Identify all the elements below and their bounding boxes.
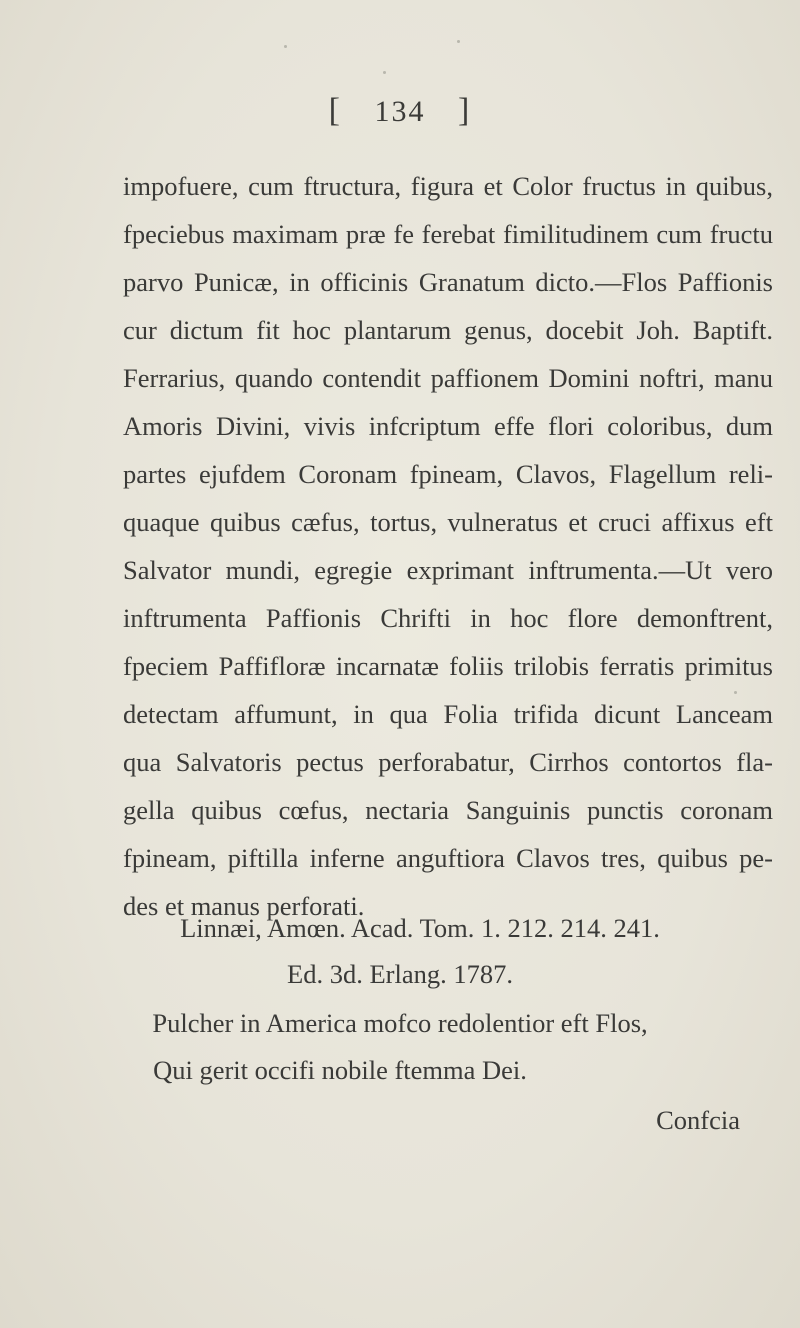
text-line: quaque quibus cæfus, tortus, vulneratus et cruci affixus eft [123,507,773,537]
text-line-last: des et manus perforati. [123,891,365,921]
text-line: Salvator mundi, egregie exprimant inftrumenta.—Ut vero [123,555,773,585]
text-line: Amoris Divini, vivis infcriptum effe flori coloribus, dum [123,411,773,441]
verse-line-2: Qui gerit occifi nobile ftemma Dei. [153,1055,527,1085]
text-line: partes ejufdem Coronam fpineam, Clavos, Flagellum reli- [123,459,773,489]
close-bracket: ] [458,92,472,129]
text-line: impofuere, cum ftructura, figura et Color fructus in quibus, [123,171,773,201]
paper-speck [734,691,737,694]
paper-speck [457,40,460,43]
catchword: Confcia [656,1105,740,1135]
citation-line-1: Linnæi, Amœn. Acad. Tom. 1. 212. 214. 241. [180,913,660,943]
citation-line-2: Ed. 3d. Erlang. 1787. [287,959,513,989]
text-line: cur dictum fit hoc plantarum genus, docebit Joh. Baptift. [123,315,773,345]
text-line: inftrumenta Paffionis Chrifti in hoc flore demonftrent, [123,603,773,633]
text-line: fpeciebus maximam præ fe ferebat fimilitudinem cum fructu [123,219,773,249]
paper-speck [383,71,386,74]
text-line: parvo Punicæ, in officinis Granatum dicto.—Flos Paffionis [123,267,773,297]
open-bracket: [ [328,92,342,129]
page-number: 134 [374,95,426,128]
text-line: qua Salvatoris pectus perforabatur, Cirrhos contortos fla- [123,747,773,777]
page-header [0,92,800,130]
main-paragraph [123,162,773,930]
text-line: detectam affumunt, in qua Folia trifida dicunt Lanceam [123,699,773,729]
text-line: fpeciem Paffifloræ incarnatæ foliis trilobis ferratis primitus [123,651,773,681]
text-line: gella quibus cœfus, nectaria Sanguinis punctis coronam [123,795,773,825]
text-line: fpineam, piftilla inferne anguftiora Clavos tres, quibus pe- [123,843,773,873]
paper-speck [284,45,287,48]
text-line: Ferrarius, quando contendit paffionem Domini noftri, manu [123,363,773,393]
verse-line-1: Pulcher in America mofco redolentior eft Flos, [152,1008,648,1038]
